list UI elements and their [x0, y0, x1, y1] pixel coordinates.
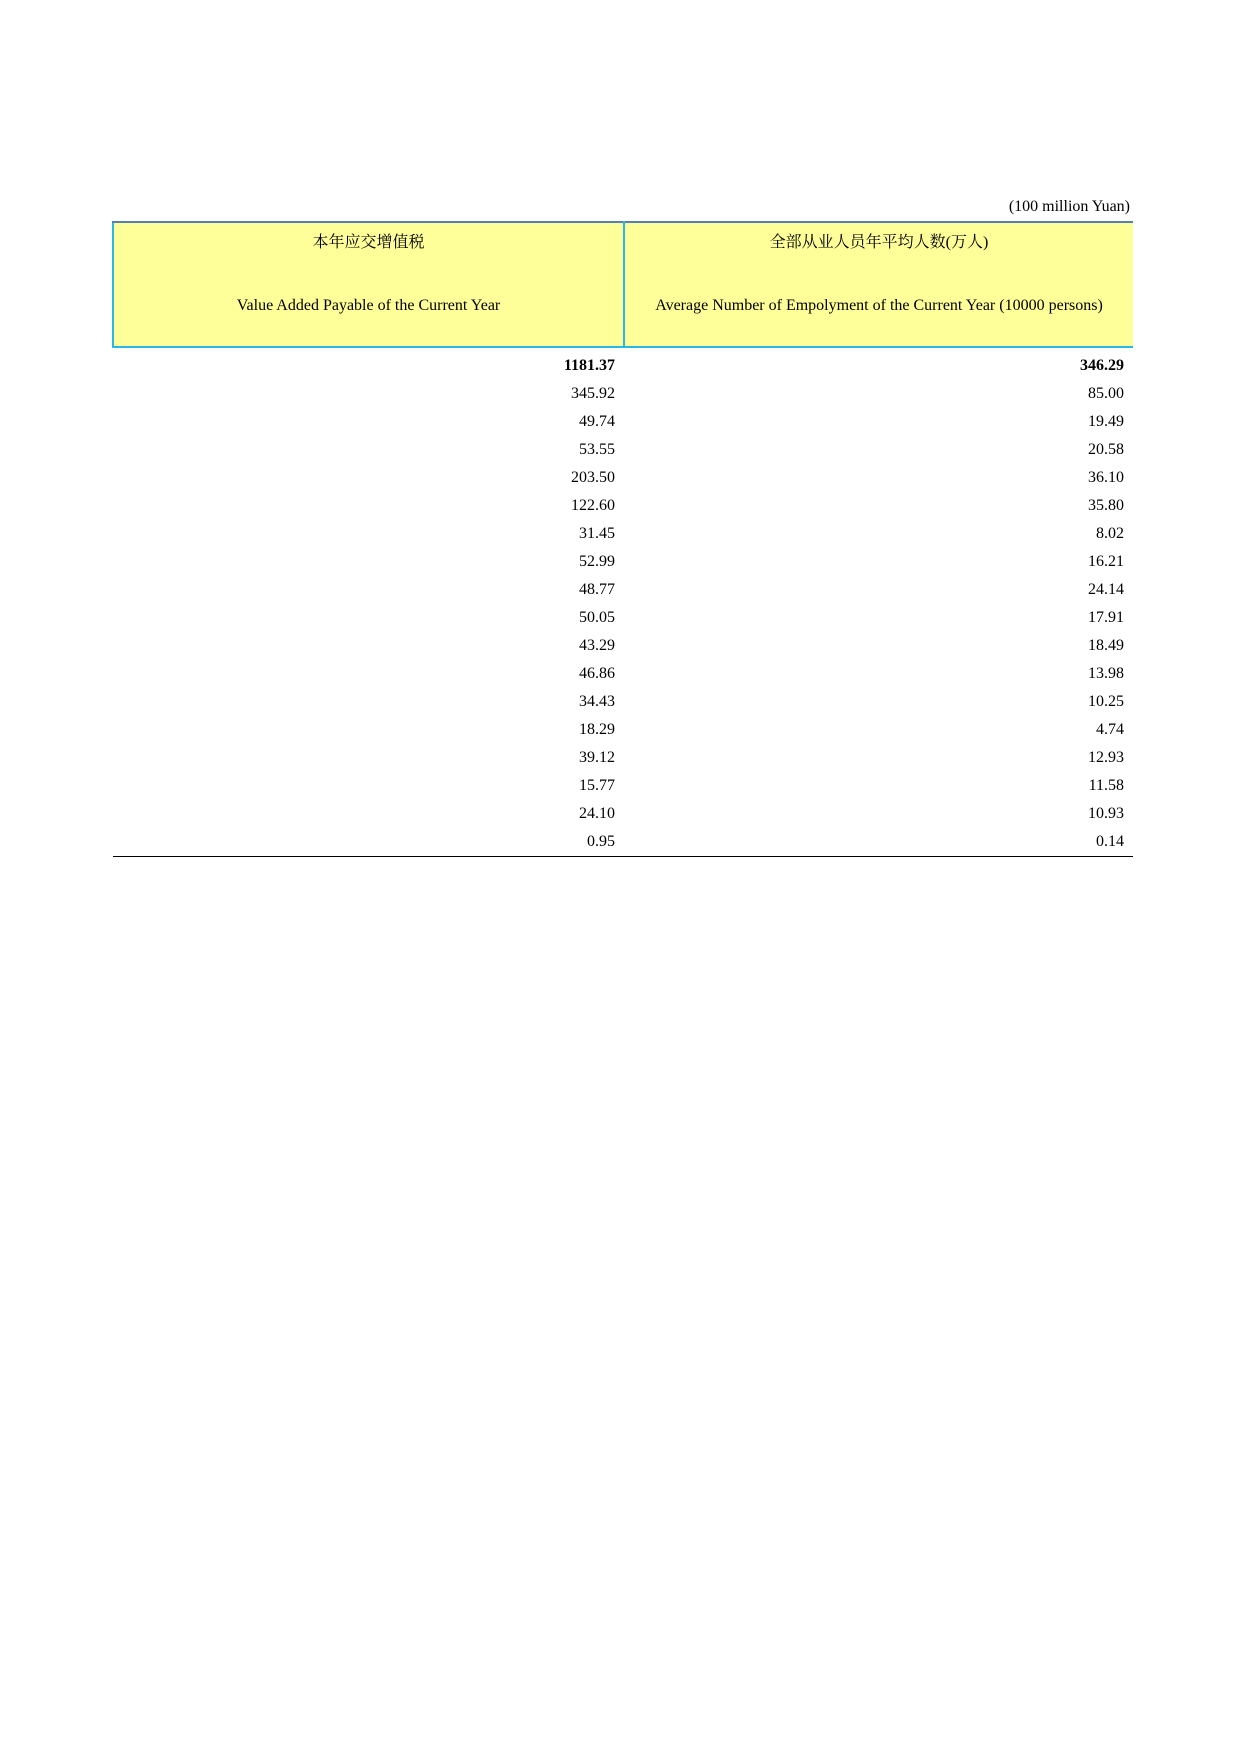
vat-value-cell: 43.29	[579, 637, 615, 654]
vat-value-cell: 1181.37	[563, 357, 615, 374]
table-row	[113, 548, 1133, 576]
vat-value-cell: 15.77	[579, 777, 615, 794]
table-body	[113, 347, 1133, 857]
vat-value-cell: 18.29	[579, 721, 615, 738]
employment-value-cell: 19.49	[1088, 413, 1124, 430]
vat-value-cell: 345.92	[571, 385, 615, 402]
employment-value-cell: 24.14	[1088, 581, 1124, 598]
employment-value-cell: 16.21	[1088, 553, 1124, 570]
table-row	[113, 744, 1133, 772]
column-header-cn: 本年应交增值税	[312, 234, 425, 251]
vat-value-cell: 0.95	[113, 828, 624, 857]
employment-value-cell: 20.58	[1088, 441, 1124, 458]
header-row	[113, 222, 1133, 347]
employment-value-cell: 12.93	[1088, 749, 1124, 766]
vat-value-cell: 203.50	[571, 469, 615, 486]
column-header-employment	[624, 222, 1133, 347]
table-row	[113, 716, 1133, 744]
table-row	[113, 576, 1133, 604]
table-row	[113, 632, 1133, 660]
employment-value-cell: 13.98	[1088, 665, 1124, 682]
vat-value-cell: 31.45	[579, 525, 615, 542]
employment-value-cell: 10.25	[1088, 693, 1124, 710]
vat-value-cell: 48.77	[579, 581, 615, 598]
vat-value-cell: 24.10	[579, 805, 615, 822]
table-row	[113, 828, 1133, 857]
employment-value-cell: 11.58	[1088, 777, 1124, 794]
table-row	[113, 408, 1133, 436]
table-row	[113, 380, 1133, 408]
table-row	[113, 660, 1133, 688]
table-row	[113, 772, 1133, 800]
table-row	[113, 688, 1133, 716]
column-header-en: Average Number of Empolyment of the Current Year (10000 persons)	[655, 297, 1103, 314]
table-row	[113, 800, 1133, 828]
vat-value-cell: 122.60	[571, 497, 615, 514]
table-row	[113, 604, 1133, 632]
table-header	[113, 222, 1133, 347]
column-header-cn: 全部从业人员年平均人数(万人)	[769, 234, 989, 251]
vat-value-cell: 50.05	[579, 609, 615, 626]
column-header-en: Value Added Payable of the Current Year	[236, 297, 501, 314]
employment-value-cell: 346.29	[1080, 357, 1124, 374]
unit-note: (100 million Yuan)	[1008, 198, 1130, 215]
employment-value-cell: 85.00	[1088, 385, 1124, 402]
vat-value-cell: 39.12	[579, 749, 615, 766]
vat-value-cell: 49.74	[579, 413, 615, 430]
total-row	[113, 347, 1133, 380]
data-table	[112, 221, 1133, 857]
table-row	[113, 520, 1133, 548]
table-row	[113, 492, 1133, 520]
employment-value-cell: 36.10	[1088, 469, 1124, 486]
vat-value-cell: 46.86	[579, 665, 615, 682]
vat-value-cell: 34.43	[579, 693, 615, 710]
table-row	[113, 436, 1133, 464]
column-header-vat	[113, 222, 624, 347]
table-row	[113, 464, 1133, 492]
employment-value-cell: 17.91	[1088, 609, 1124, 626]
employment-value-cell: 4.74	[1096, 721, 1124, 738]
employment-value-cell: 18.49	[1088, 637, 1124, 654]
employment-value-cell: 8.02	[1096, 525, 1124, 542]
vat-value-cell: 53.55	[579, 441, 615, 458]
vat-value-cell: 52.99	[579, 553, 615, 570]
employment-value-cell: 10.93	[1088, 805, 1124, 822]
employment-value-cell: 35.80	[1088, 497, 1124, 514]
employment-value-cell: 0.14	[624, 828, 1133, 857]
